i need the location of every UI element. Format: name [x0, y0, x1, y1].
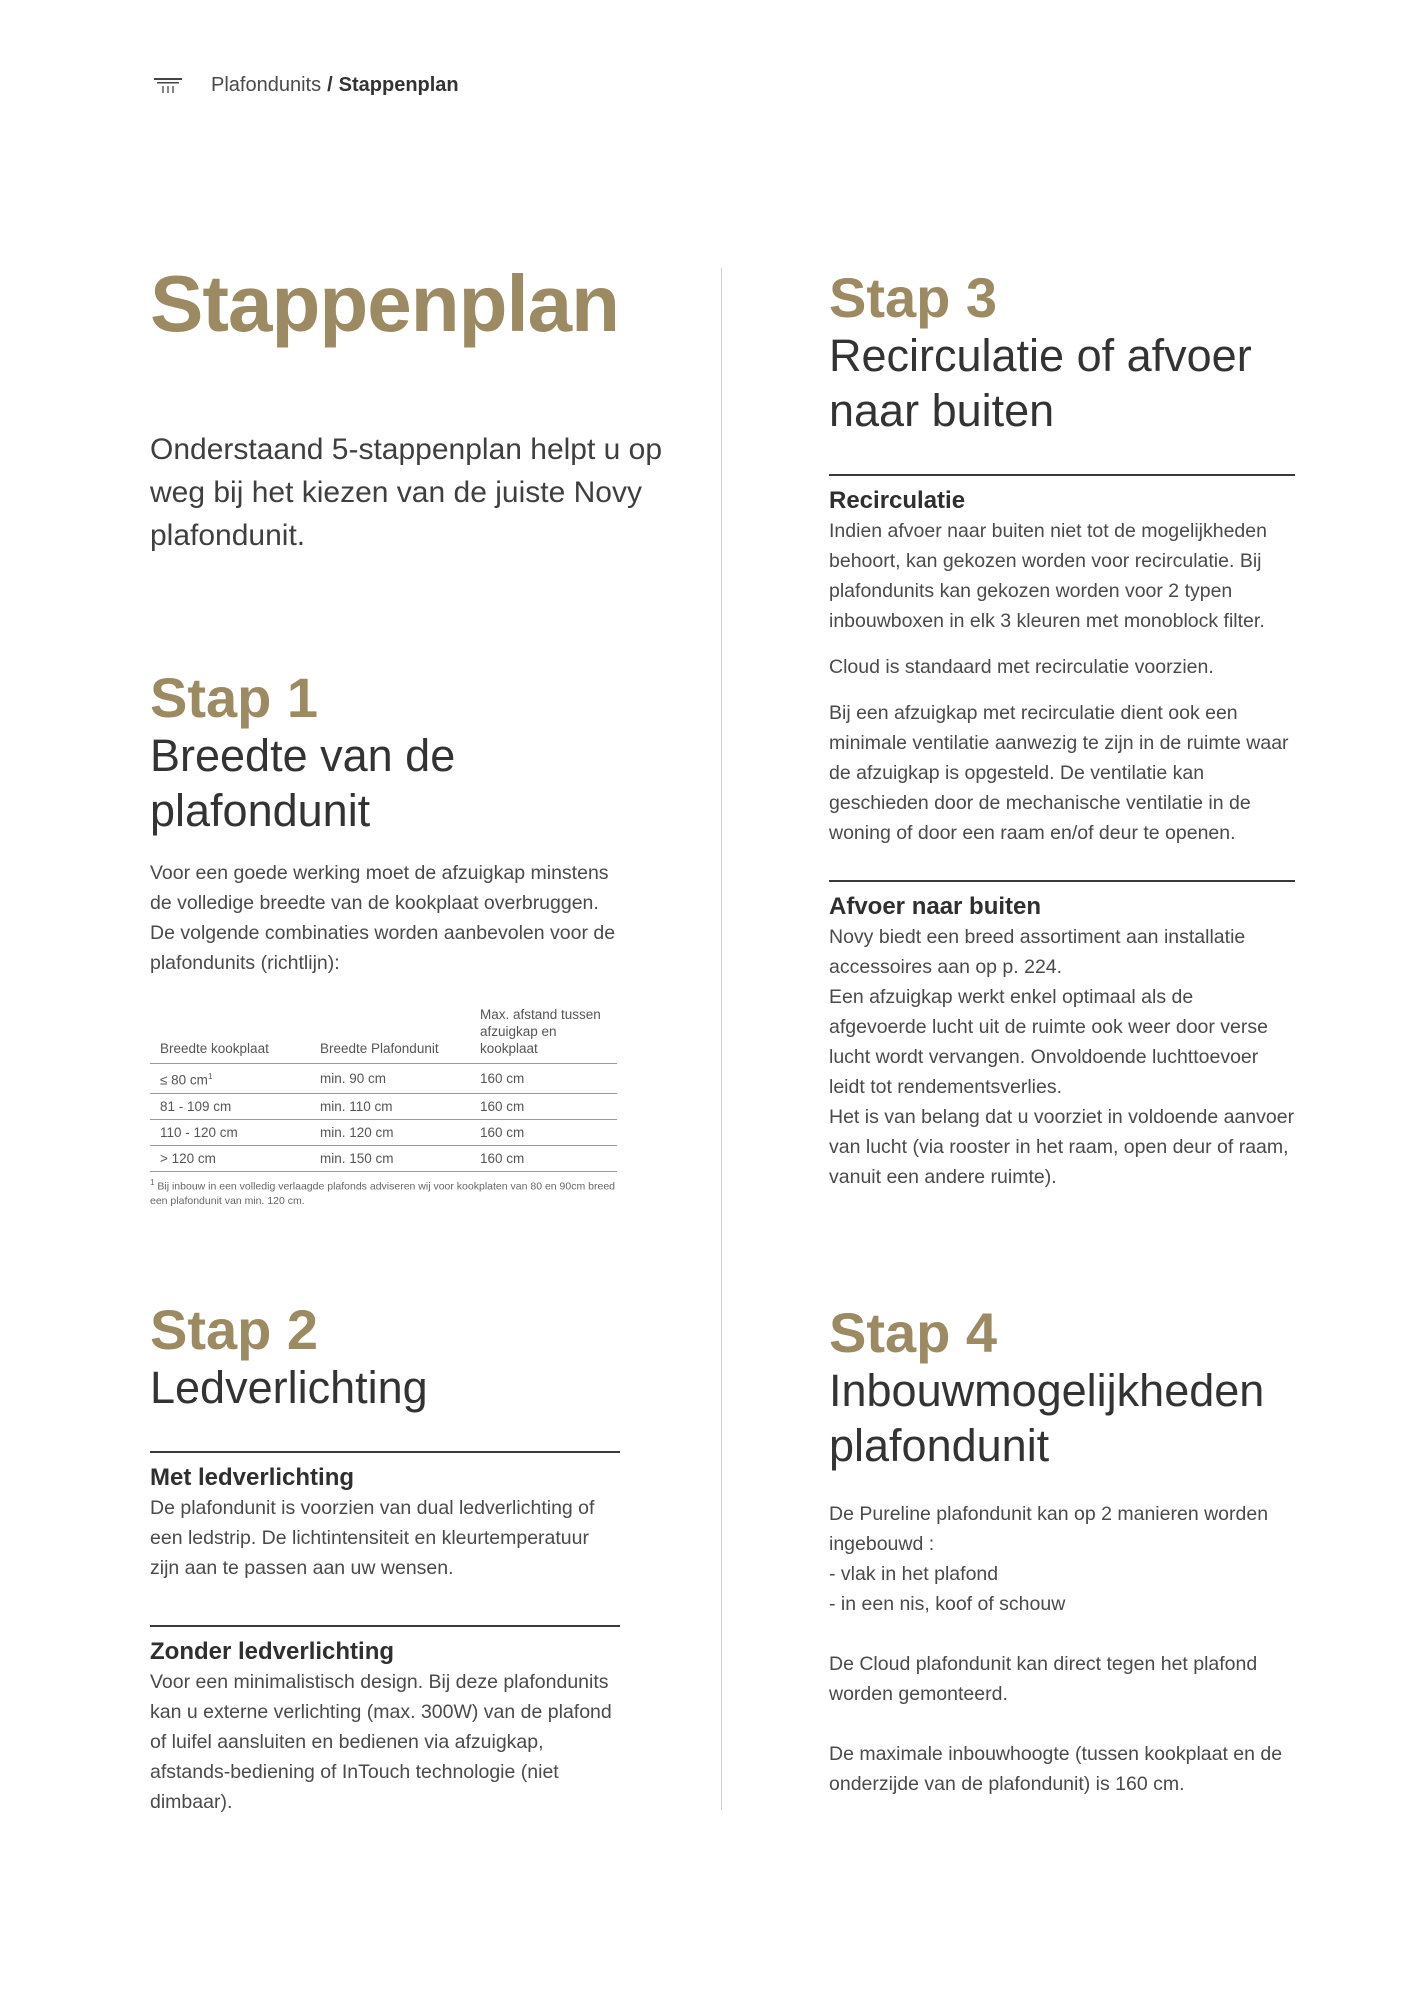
table-cell: 160 cm — [470, 1119, 617, 1145]
section-heading-afvoer: Afvoer naar buiten — [829, 893, 1042, 920]
section-rule — [829, 880, 1295, 882]
section-rule — [150, 1451, 620, 1453]
section-rule — [829, 474, 1295, 476]
ceiling-hood-icon — [153, 75, 183, 97]
table-cell: > 120 cm — [150, 1145, 310, 1171]
section-heading-recirculatie: Recirculatie — [829, 487, 966, 514]
step-4-number: Stap 4 — [829, 1301, 998, 1364]
width-table — [150, 1006, 617, 1172]
footnote-text: Bij inbouw in een volledig verlaagde plafonds adviseren wij voor kookplaten van 80 en 90cm breed een plafondunit van min. 120 cm. — [150, 1180, 615, 1207]
step-3-number: Stap 3 — [829, 266, 998, 329]
footnote-number: 1 — [150, 1177, 155, 1187]
step-4-bullet: - in een nis, koof of schouw — [829, 1593, 1066, 1615]
recirculatie-text-1: Indien afvoer naar buiten niet tot de mogelijkheden behoort, kan gekozen worden voor recirculatie. Bij plafondunits kan gekozen worden voor 2 typen inbouwboxen in elk 3 kleuren met monoblock filter. — [829, 520, 1267, 632]
step-4 — [829, 1303, 1295, 1799]
table-cell: 81 - 109 cm — [150, 1093, 310, 1119]
table-cell: 160 cm — [470, 1064, 617, 1094]
breadcrumb — [153, 74, 459, 97]
step-4-bullet: - vlak in het plafond — [829, 1563, 999, 1585]
breadcrumb-current: Stappenplan — [338, 74, 459, 96]
table-cell: 160 cm — [470, 1093, 617, 1119]
table-cell: min. 150 cm — [310, 1145, 470, 1171]
step-3 — [829, 268, 1295, 1192]
table-cell: min. 110 cm — [310, 1093, 470, 1119]
recirculatie-text-2: Cloud is standaard met recirculatie voorzien. — [829, 656, 1214, 678]
table-row — [150, 1145, 617, 1171]
footnote-marker: 1 — [207, 1072, 213, 1081]
section-heading-met-led: Met ledverlichting — [150, 1464, 355, 1491]
breadcrumb-section[interactable]: Plafondunits — [211, 74, 322, 96]
table-footnote — [150, 1175, 617, 1210]
section-text-zonder-led: Voor een minimalistisch design. Bij deze plafondunits kan u externe verlichting (max. 300W) van de plafond of luifel aansluiten en bedienen via afzuigkap, afstands-bediening of InTouch technologie (niet dimbaar). — [150, 1671, 612, 1813]
step-4-text-1: De Pureline plafondunit kan op 2 manieren worden ingebouwd : — [829, 1503, 1269, 1555]
step-4-text-3: De maximale inbouwhoogte (tussen kookplaat en de onderzijde van de plafondunit) is 160 cm. — [829, 1743, 1283, 1795]
column-divider — [721, 268, 722, 1810]
section-rule — [150, 1625, 620, 1627]
page-title: Stappenplan — [150, 259, 620, 348]
step-4-text-2: De Cloud plafondunit kan direct tegen het plafond worden gemonteerd. — [829, 1653, 1258, 1705]
step-2-number: Stap 2 — [150, 1298, 319, 1361]
step-3-subtitle: Recirculatie of afvoer naar buiten — [829, 330, 1252, 436]
table-cell: min. 120 cm — [310, 1119, 470, 1145]
table-cell-value: ≤ 80 cm — [160, 1072, 208, 1088]
step-2 — [150, 1300, 620, 1817]
step-1-number: Stap 1 — [150, 666, 319, 729]
table-header-cell: Max. afstand tussen afzuigkap en kookplaat — [480, 1007, 601, 1056]
recirculatie-text-3: Bij een afzuigkap met recirculatie dient ook een minimale ventilatie aanwezig te zijn in de ruimte waar de afzuigkap is opgesteld. De ventilatie kan geschieden door de mechanische ventilatie in de woning of door een raam en/of deur te openen. — [829, 702, 1289, 844]
table-cell: 160 cm — [470, 1145, 617, 1171]
breadcrumb-separator: / — [327, 74, 333, 96]
table-row — [150, 1064, 617, 1094]
afvoer-text-3: Het is van belang dat u voorziet in voldoende aanvoer van lucht (via rooster in het raam, open deur of raam, vanuit een andere ruimte). — [829, 1106, 1295, 1188]
table-header-cell: Breedte Plafondunit — [320, 1041, 439, 1056]
table-row — [150, 1093, 617, 1119]
intro-text: Onderstaand 5-stappenplan helpt u op weg bij het kiezen van de juiste Novy plafondunit. — [150, 433, 663, 552]
table-cell: min. 90 cm — [310, 1064, 470, 1094]
table-row — [150, 1119, 617, 1145]
step-1-text: Voor een goede werking moet de afzuigkap minstens de volledige breedte van de kookplaat overbruggen. De volgende combinaties worden aanbevolen voor de plafondunits (richtlijn): — [150, 862, 616, 974]
afvoer-text-2: Een afzuigkap werkt enkel optimaal als de afgevoerde lucht uit de ruimte ook weer door verse lucht wordt vervangen. Onvoldoende luchttoevoer leidt tot rendementsverlies. — [829, 986, 1268, 1098]
step-1 — [150, 668, 620, 1209]
afvoer-text-1: Novy biedt een breed assortiment aan installatie accessoires aan op p. 224. — [829, 926, 1246, 978]
table-header-row — [150, 1006, 617, 1064]
section-text-met-led: De plafondunit is voorzien van dual ledverlichting of een ledstrip. De lichtintensiteit en kleurtemperatuur zijn aan te passen aan uw wensen. — [150, 1497, 595, 1579]
step-4-subtitle: Inbouwmogelijkheden plafondunit — [829, 1365, 1265, 1471]
table-cell — [150, 1064, 310, 1094]
table-cell: 110 - 120 cm — [150, 1119, 310, 1145]
step-1-subtitle: Breedte van de plafondunit — [150, 730, 456, 836]
section-heading-zonder-led: Zonder ledverlichting — [150, 1638, 395, 1665]
step-2-subtitle: Ledverlichting — [150, 1362, 428, 1413]
table-header-cell: Breedte kookplaat — [160, 1041, 269, 1056]
